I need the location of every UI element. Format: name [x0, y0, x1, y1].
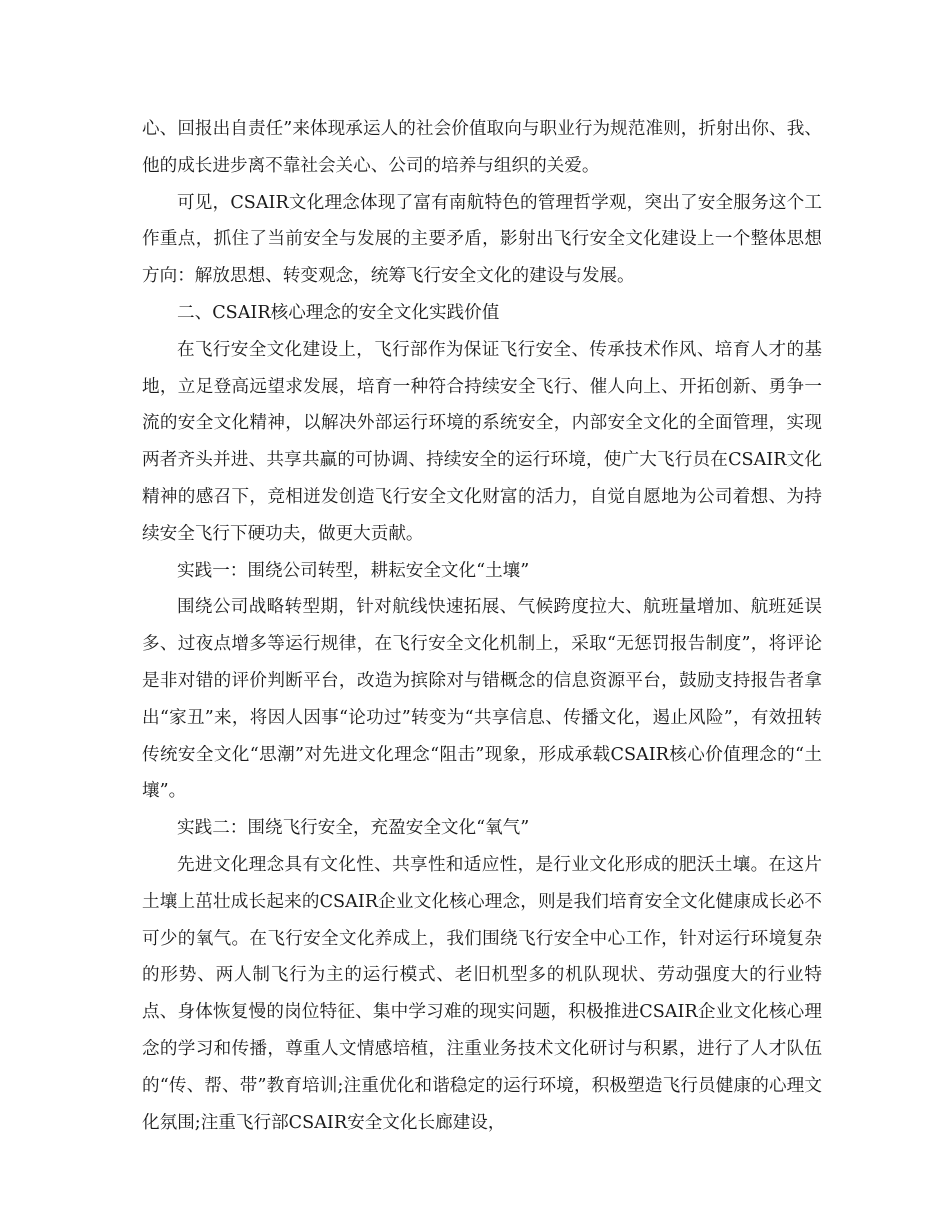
paragraph-practice-two: 先进文化理念具有文化性、共享性和适应性，是行业文化形成的肥沃土壤。在这片土壤上茁壮成长起来的CSAIR企业文化核心理念，则是我们培育安全文化健康成长必不可少的氧气。在飞行安全文化养成上，我们围绕飞行安全中心工作，针对运行环境复杂的形势、两人制飞行为主的运行模式、老旧机型多的机队现状、劳动强度大的行业特点、身体恢复慢的岗位特征、集中学习难的现实问题，积极推进CSAIR企业文化核心理念的学习和传播，尊重人文情感培植，注重业务技术文化研讨与积累，进行了人才队伍的“传、帮、带”教育培训;注重优化和谐稳定的运行环境，积极塑造飞行员健康的心理文化氛围;注重飞行部CSAIR安全文化长廊建设，	[142, 854, 822, 1133]
subheading-practice-two: 实践二：围绕飞行安全，充盈安全文化“氧气”	[177, 818, 530, 839]
paragraph-flight-safety-culture: 在飞行安全文化建设上，飞行部作为保证飞行安全、传承技术作风、培育人才的基地，立足登高远望求发展，培育一种符合持续安全飞行、催人向上、开拓创新、勇争一流的安全文化精神，以解决外部运行环境的系统安全，内部安全文化的全面管理，实现两者齐头并进、共享共赢的可协调、持续安全的运行环境，使广大飞行员在CSAIR文化精神的感召下，竞相迸发创造飞行安全文化财富的活力，自觉自愿地为公司着想、为持续安全飞行下硬功夫，做更大贡献。	[142, 339, 822, 544]
subheading-practice-one: 实践一：围绕公司转型，耕耘安全文化“土壤”	[177, 560, 530, 581]
document-body	[142, 111, 822, 1141]
paragraph-continuation: 心、回报出自责任”来体现承运人的社会价值取向与职业行为规范准则，折射出你、我、他的成长进步离不靠社会关心、公司的培养与组织的关爱。	[142, 119, 822, 176]
paragraph-csair-philosophy: 可见，CSAIR文化理念体现了富有南航特色的管理哲学观，突出了安全服务这个工作重点，抓住了当前安全与发展的主要矛盾，影射出飞行安全文化建设上一个整体思想方向：解放思想、转变观念，统筹飞行安全文化的建设与发展。	[142, 192, 822, 287]
section-heading-practice-value: 二、CSAIR核心理念的安全文化实践价值	[177, 302, 500, 323]
paragraph-practice-one: 围绕公司战略转型期，针对航线快速拓展、气候跨度拉大、航班量增加、航班延误多、过夜点增多等运行规律，在飞行安全文化机制上，采取“无惩罚报告制度”，将评论是非对错的评价判断平台，改造为摈除对与错概念的信息资源平台，鼓励支持报告者拿出“家丑”来，将因人因事“论功过”转变为“共享信息、传播文化，遏止风险”，有效扭转传统安全文化“思潮”对先进文化理念“阻击”现象，形成承载CSAIR核心价值理念的“土壤”。	[142, 597, 822, 802]
